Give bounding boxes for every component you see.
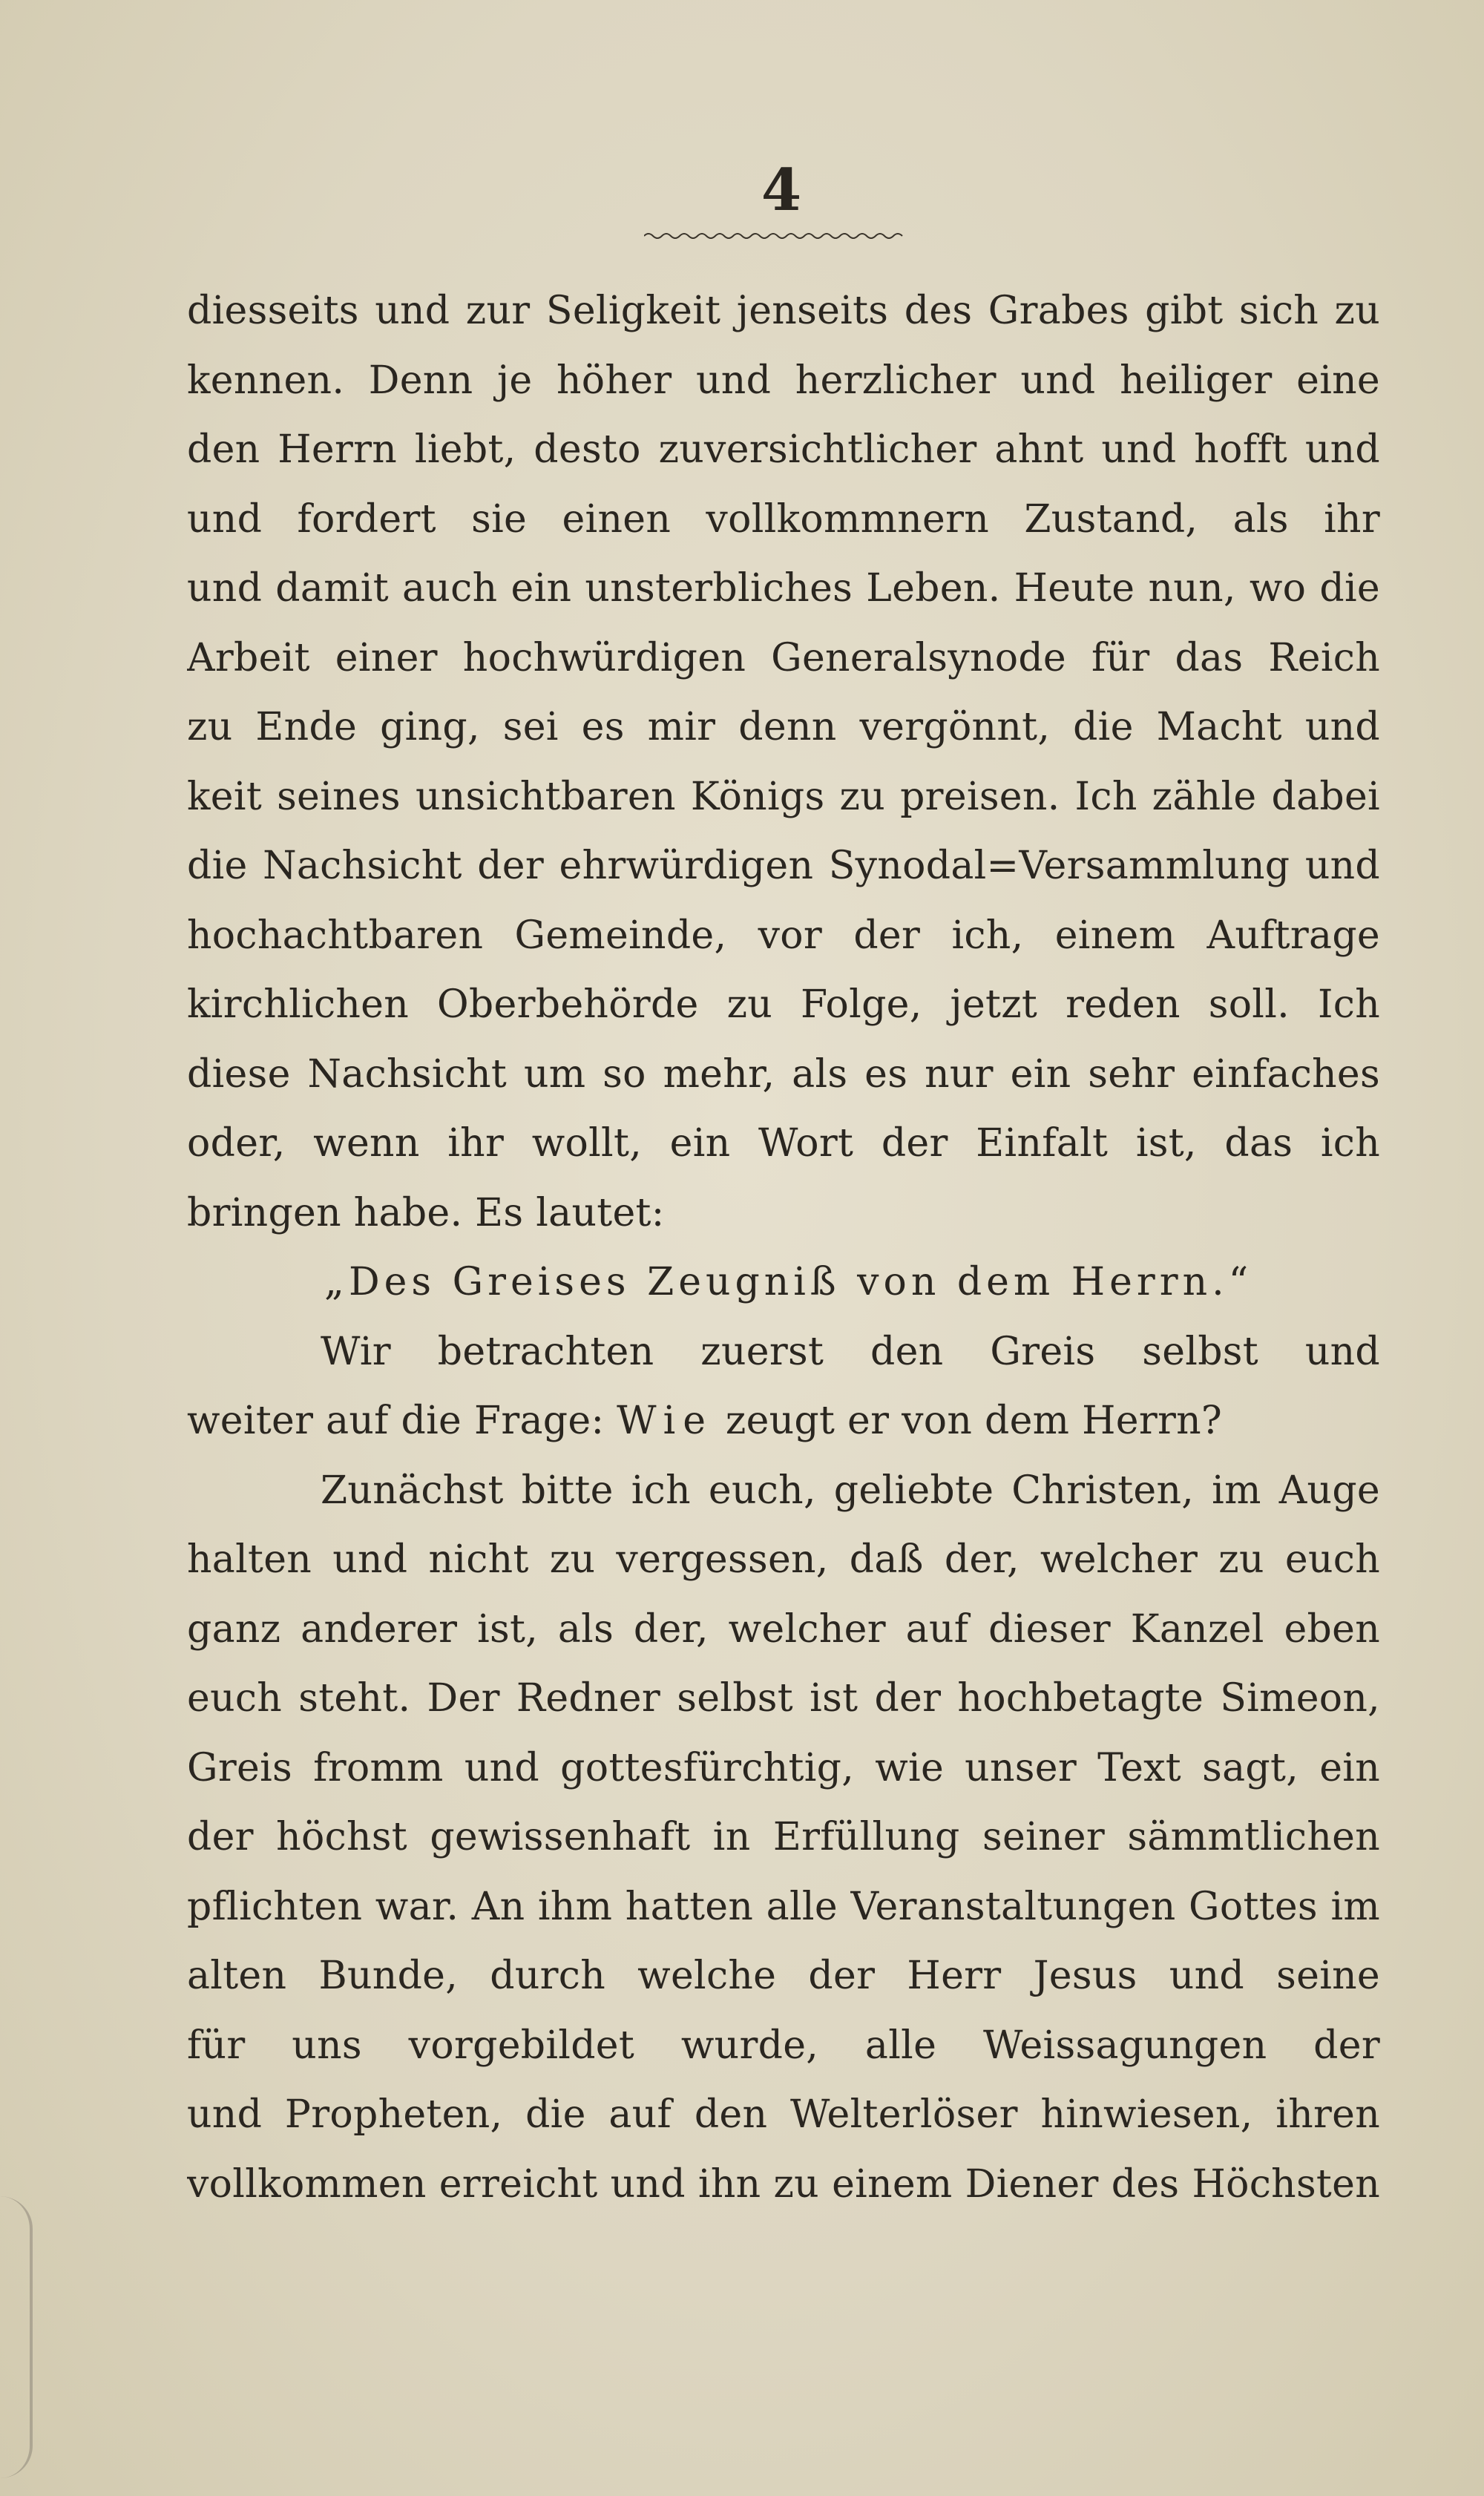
text-line: zu Ende ging, sei es mir denn vergönnt, die Macht und [187, 705, 1380, 749]
text-line: vollkommen erreicht und ihn zu einem Diener des Höchsten [187, 2161, 1380, 2207]
text-line: ganz anderer ist, als der, welcher auf dieser Kanzel eben [187, 1606, 1380, 1652]
text-line: alten Bunde, durch welche der Herr Jesus und seine [187, 1954, 1380, 1998]
text-line: Greis fromm und gottesfürchtig, wie unser Text sagt, ein [187, 1745, 1380, 1790]
text-line: Wir betrachten zuerst den Greis selbst und [321, 1329, 1380, 1374]
question-emphasis: Wie [617, 1399, 714, 1443]
text-line: den Herrn liebt, desto zuversichtlicher ahnt und hofft und [187, 427, 1380, 472]
text-line: kirchlichen Oberbehörde zu Folge, jetzt reden soll. Ich [187, 982, 1380, 1027]
sermon-title: „Des Greises Zeugniß von dem Herrn.“ [324, 1260, 1253, 1304]
decorative-rule [644, 229, 905, 243]
text-line: diesseits und zur Seligkeit jenseits des Grabes gibt sich zu [187, 289, 1380, 333]
page-number: 4 [761, 157, 802, 224]
question-prefix: weiter auf die Frage: [187, 1399, 617, 1443]
text-line: Arbeit einer hochwürdigen Generalsynode für das Reich [187, 635, 1380, 680]
text-line: diese Nachsicht um so mehr, als es nur ein sehr einfaches [187, 1051, 1380, 1097]
text-line: pflichten war. An ihm hatten alle Veranstaltungen Gottes im [187, 1884, 1380, 1929]
text-line: bringen habe. Es lautet: [187, 1190, 665, 1235]
text-line: und damit auch ein unsterbliches Leben. Heute nun, wo die [187, 566, 1380, 611]
page-body-text [187, 277, 1380, 2219]
text-line: und fordert sie einen vollkommnern Zustand, als ihr [187, 496, 1380, 542]
question-line [187, 1387, 1380, 1456]
question-suffix: zeugt er von dem Herrn? [713, 1399, 1223, 1443]
text-line: Zunächst bitte ich euch, geliebte Christen, im Auge [321, 1468, 1380, 1513]
text-line: und Propheten, die auf den Welterlöser hinwiesen, ihren [187, 2092, 1380, 2137]
text-line: halten und nicht zu vergessen, daß der, welcher zu euch [187, 1537, 1380, 1582]
text-line: keit seines unsichtbaren Königs zu preisen. Ich zähle dabei [187, 774, 1380, 819]
text-line: oder, wenn ihr wollt, ein Wort der Einfalt ist, das ich [187, 1121, 1380, 1166]
text-line: die Nachsicht der ehrwürdigen Synodal=Versammlung und [187, 844, 1380, 888]
text-line: der höchst gewissenhaft in Erfüllung seiner sämmtlichen [187, 1815, 1380, 1859]
page-binding-edge [0, 2196, 33, 2478]
text-line: für uns vorgebildet wurde, alle Weissagungen der [187, 2023, 1380, 2068]
text-line: kennen. Denn je höher und herzlicher und heiliger eine [187, 358, 1380, 403]
text-line: hochachtbaren Gemeinde, vor der ich, einem Auftrage [187, 913, 1380, 958]
text-line: euch steht. Der Redner selbst ist der hochbetagte Simeon, [187, 1676, 1380, 1721]
